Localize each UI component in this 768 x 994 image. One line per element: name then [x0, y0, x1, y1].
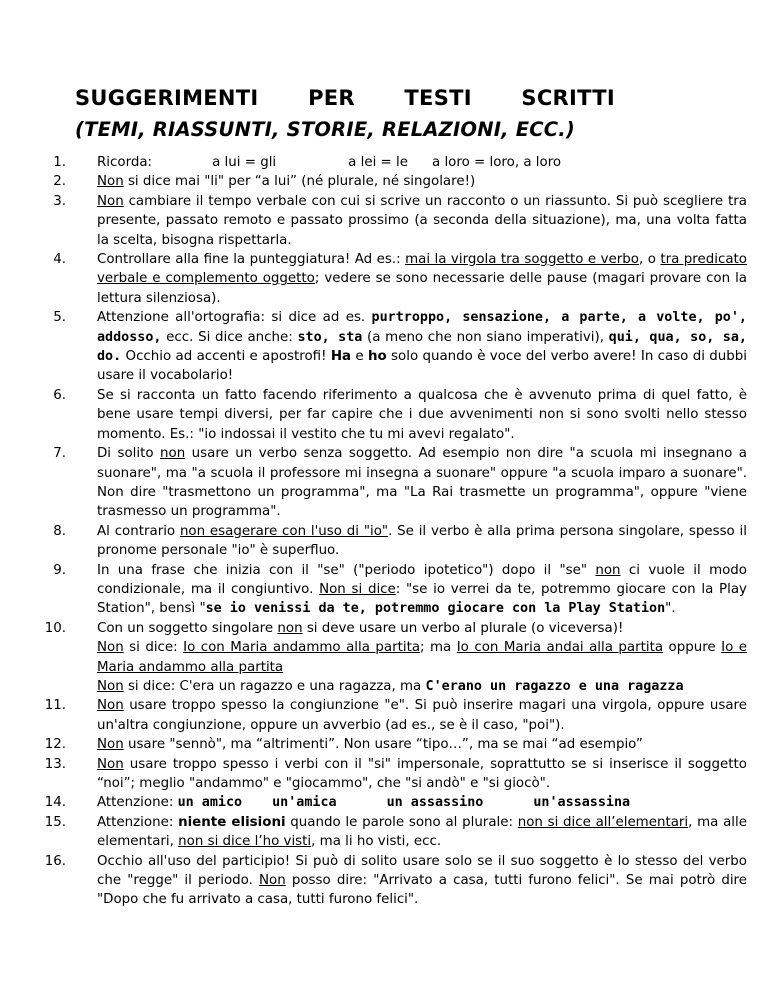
list-item: 11. Non usare troppo spesso la congiunzione "e". Si può inserire magari una virgola, oppure usare un'altra congiunzione, oppure un avverbio (ad es., se è il caso, "poi").: [44, 698, 747, 733]
list-item: 9. In una frase che inizia con il "se" ("periodo ipotetico") dopo il "se" non ci vuole il modo condizionale, ma il congiuntivo. Non si dice: "se io verrei da te, potremmo giocare con la Play Station", bensì "se io venissi da te, potremmo giocare con la Play Station".: [53, 562, 747, 617]
list-item: 4. Controllare alla fine la punteggiatura! Ad es.: mai la virgola tra soggetto e verbo, o tra predicato verbale e complemento oggetto; vedere se sono necessarie delle pause (magari provare con la lettura silenziosa).: [53, 252, 747, 306]
list-item: 16. Occhio all'uso del participio! Si può di solito usare solo se il suo soggetto è lo stesso del verbo che "regge" il periodo. Non posso dire: "Arrivato a casa, tutti furono felici". Se mai potrò dire "Dopo che fu arrivato a casa, tutti furono felici".: [44, 853, 747, 908]
list-item: 12. Non usare "sennò", ma “altrimenti”. Non usare “tipo…”, ma se mai “ad esempio”: [44, 737, 643, 753]
list-item: 3. Non cambiare il tempo verbale con cui si scrive un racconto o un riassunto. Si può scegliere tra presente, passato remoto e passato prossimo (a seconda della situazione), ma, una volta fatta la scelta, bisogna rispettarla.: [53, 193, 747, 248]
list-item: 1. Ricorda: a lui = gli a lei = le a loro = loro, a loro: [53, 155, 562, 170]
list-item: 5. Attenzione all'ortografia: si dice ad es. purtroppo, sensazione, a parte, a volte, po', addosso, ecc. Si dice anche: sto, sta (a meno che non siano imperativi), qui, qua, so, sa, do. Occhio ad accenti e apostrofi! Ha e ho solo quando è voce del verbo avere! In caso di dubbi usare il vocabolario!: [53, 310, 747, 384]
list-item: 10. Con un soggetto singolare non si deve usare un verbo al plurale (o viceversa)! Non si dice: Io con Maria andammo alla partita; ma Io con Maria andai alla partita oppure Io e Maria andammo alla partita Non si dice: C'era un ragazzo e una ragazza, ma C'erano un ragazzo e una ragazza: [44, 620, 747, 694]
title-word: TESTI: [404, 86, 472, 110]
list-item: 7. Di solito non usare un verbo senza soggetto. Ad esempio non dire "a scuola mi insegnano a suonare", ma "a scuola il professore mi insegna a suonare" oppure "a scuola imparo a suonare". Non dire "trasmettono un programma", ma "La Rai trasmette un programma", oppure "viene trasmesso un programma".: [53, 446, 747, 520]
title-word: SUGGERIMENTI: [75, 86, 259, 110]
list-item: 6. Se si racconta un fatto facendo riferimento a qualcosa che è avvenuto prima di quel fatto, è bene usare tempi diversi, per far capire che i due avvenimenti non si sono svolti nello stesso momento. Es.: "io indossai il vestito che tu mi avevi regalato".: [53, 387, 747, 442]
list-item: 2. Non si dice mai "li" per “a lui” (né plurale, né singolare!): [53, 174, 476, 190]
list-item: 14. Attenzione: un amico un'amica un assassino un'assassina: [44, 795, 631, 811]
title-word: SCRITTI: [521, 86, 615, 110]
list-item: 15. Attenzione: niente elisioni quando le parole sono al plurale: non si dice all’elementari, ma alle elementari, non si dice l’ho visti, ma li ho visti, ecc.: [44, 814, 747, 850]
title-word: PER: [308, 86, 355, 110]
suggestions-list: [24, 153, 747, 910]
page-subtitle: (TEMI, RIASSUNTI, STORIE, RELAZIONI, ECC.): [75, 118, 576, 141]
list-item: 8. Al contrario non esagerare con l'uso di "io". Se il verbo è alla prima persona singolare, spesso il pronome personale "io" è superfluo.: [53, 523, 747, 559]
page-title: [75, 86, 615, 110]
list-item: 13. Non usare troppo spesso i verbi con il "si" impersonale, soprattutto se si inserisce il soggetto “noi”; meglio "andammo" e "giocammo", che "si andò" e "si giocò".: [44, 756, 747, 791]
